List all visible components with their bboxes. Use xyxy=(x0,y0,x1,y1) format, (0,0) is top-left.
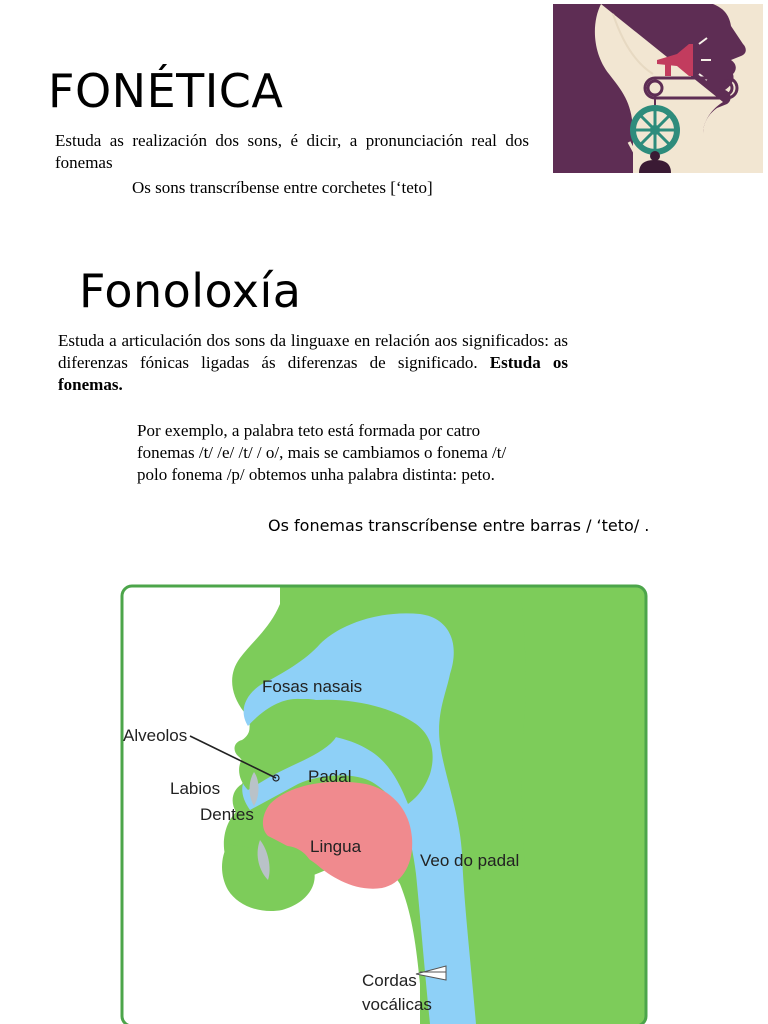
label-labios: Labios xyxy=(170,779,221,798)
fonoloxia-description xyxy=(58,330,568,396)
fonoloxia-description-text: Estuda a articulación dos sons da linguaxe en relación aos significados: as diferenzas fónicas ligadas ás diferenzas de significado. xyxy=(58,331,568,372)
label-cordas: Cordas xyxy=(362,971,417,990)
label-fosas-nasais: Fosas nasais xyxy=(262,677,363,696)
label-lingua: Lingua xyxy=(310,837,362,856)
label-vocalicas: vocálicas xyxy=(362,995,432,1014)
fonoloxia-transcription-note: Os fonemas transcríbense entre barras / ‘teto/ . xyxy=(268,516,650,535)
label-veo-do-padal: Veo do padal xyxy=(420,851,520,870)
fonoloxia-description-bold: Estuda os fonemas. xyxy=(58,353,568,394)
fonetica-description: Estuda as realización dos sons, é dicir, a pronunciación real dos fonemas xyxy=(55,131,529,172)
head-speech-mechanism-icon xyxy=(553,4,763,173)
fonoloxia-example: Por exemplo, a palabra teto está formada por catro fonemas /t/ /e/ /t/ / o/, mais se cambiamos o fonema /t/ polo fonema /p/ obtemos unha palabra distinta: peto. xyxy=(137,421,507,484)
fonetica-title: FONÉTICA xyxy=(48,64,284,118)
label-alveolos: Alveolos xyxy=(123,726,188,745)
fonetica-transcription-note: Os sons transcríbense entre corchetes [‘teto] xyxy=(132,178,433,197)
label-dentes: Dentes xyxy=(200,805,254,824)
label-padal: Padal xyxy=(308,767,352,786)
fonoloxia-title: Fonoloxía xyxy=(79,264,302,318)
vocal-tract-diagram xyxy=(120,584,648,1024)
